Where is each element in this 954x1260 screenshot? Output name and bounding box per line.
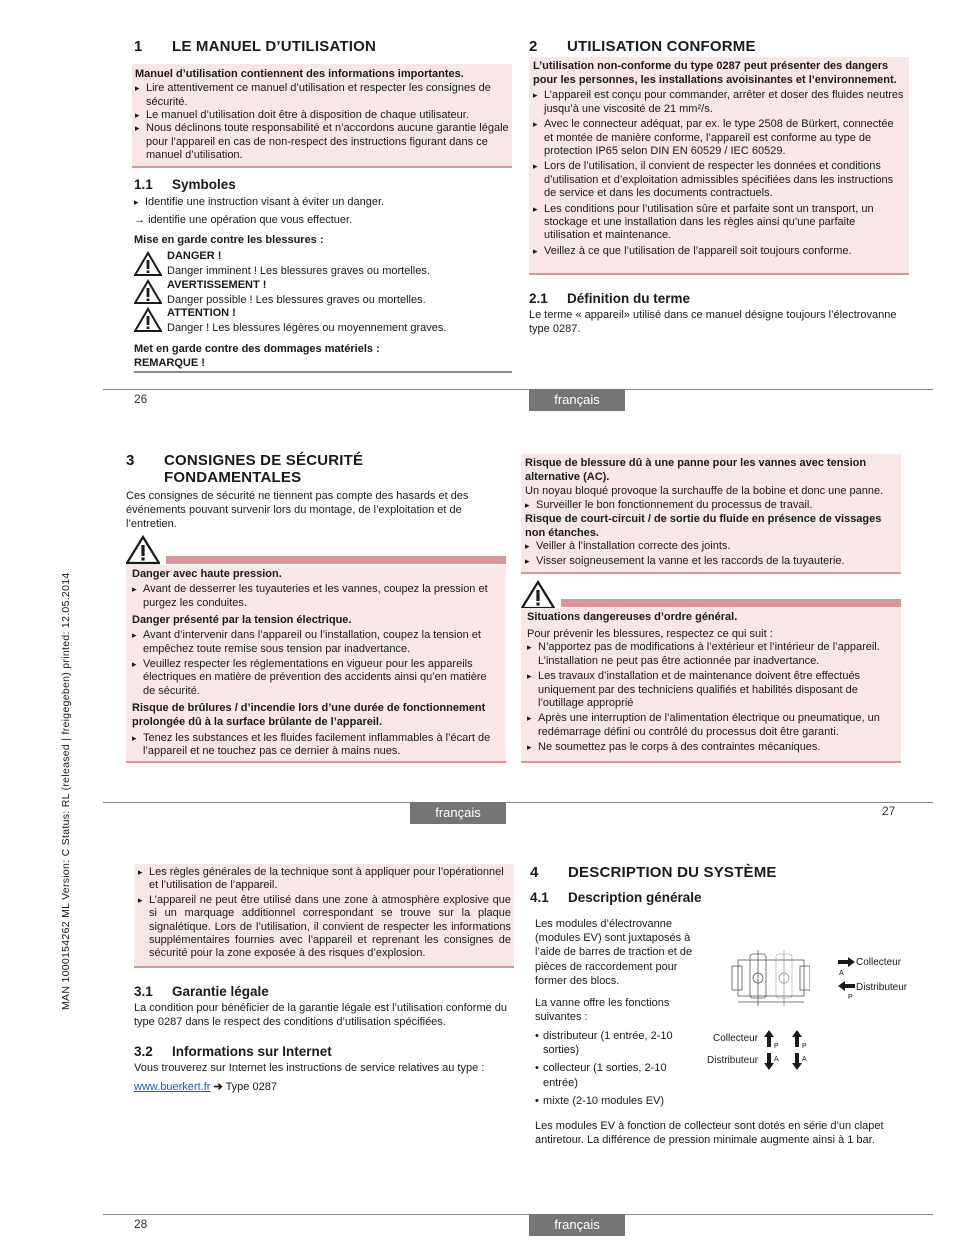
list-item: ▸ Le manuel d’utilisation doit être à disposition de chaque utilisateur. <box>135 109 509 122</box>
section-number: 3.1 <box>134 984 153 999</box>
list-item: ▸ N’apportez pas de modifications à l’extérieur et l’intérieur de l’appareil. L’installation ne peut pas être actionnée par inadvertance. <box>527 641 896 668</box>
section-number: 2 <box>529 38 538 55</box>
section-number: 3.2 <box>134 1044 153 1059</box>
box-heading: Manuel d’utilisation contiennent des informations importantes. <box>135 68 464 80</box>
warning-triangle-icon <box>134 307 162 333</box>
functions-list <box>535 1029 695 1112</box>
port-p-label: P <box>848 994 853 1001</box>
section-3-1-heading <box>134 984 269 1000</box>
collector-legend-label: Collecteur <box>713 1033 759 1044</box>
description-paragraph: Les modules d’électrovanne (modules EV) sont juxtaposés à l’aide de barres de traction et de pièces de raccordement pour former des blocs. <box>535 918 693 987</box>
section-2-1-heading <box>529 291 690 307</box>
list-item: ▸ Les travaux d’installation et de maintenance doivent être effectués uniquement par des techniciens qualifiés et habilités disposant de l’outillage approprié <box>527 670 896 710</box>
distributor-legend-label: Distributeur <box>707 1055 759 1066</box>
arrow-down-icon <box>792 1053 802 1071</box>
list-item: ▸ Les règles générales de la technique sont à appliquer pour l’opérationnel et l’utilisation de l’appareil. <box>138 866 511 893</box>
list-item: ▸ Veillez à ce que l’utilisation de l’appareil soit toujours conforme. <box>533 245 904 258</box>
list-item: ▸ Nous déclinons toute responsabilité et n’accordons aucune garantie légale pour l’appareil en cas de non-respect des instructions figurant dans ce manuel d’utilisation. <box>135 122 509 162</box>
hazard-heading: Risque de blessure dû à une panne pour les vannes avec tension alternative (AC). <box>525 457 867 484</box>
bullet-list <box>132 629 501 698</box>
internet-text: Vous trouverez sur Internet les instructions de service relatives au type : <box>134 1062 485 1074</box>
list-item: ▸ Les conditions pour l’utilisation sûre et parfaite sont un transport, un stockage et une installation dans les règles ainsi qu’une parfaite utilisation et maintenance. <box>533 203 904 243</box>
list-item: ▸ Visser soigneusement la vanne et les raccords de la tuyauterie. <box>525 555 896 568</box>
arrow-right-icon <box>838 957 856 967</box>
warning-triangle-icon <box>126 535 160 565</box>
bullet-list <box>138 866 511 961</box>
port-p-label: P <box>774 1043 779 1050</box>
list-item: ▸ Avant d’intervenir dans l’appareil ou l’installation, coupez la tension et empêchez toute remise sous tension par inadvertance. <box>132 629 501 656</box>
page-divider <box>103 389 933 390</box>
document-status-text: MAN 1000154262 ML Version: C Status: RL (released | freigegeben) printed: 12.05.2014 <box>60 572 72 1010</box>
section-number: 4.1 <box>530 890 549 905</box>
section-number: 1.1 <box>134 177 153 192</box>
safety-box-right-2 <box>521 608 901 763</box>
list-item: ▸ Après une interruption de l’alimentation électrique ou pneumatique, un redémarrage défini ou contrôlé du processus doit être garanti. <box>527 712 896 739</box>
injury-warning-label: Mise en garde contre les blessures : <box>134 234 324 246</box>
section-title: Symboles <box>172 177 236 192</box>
box-heading: L’utilisation non-conforme du type 0287 peut présenter des dangers pour les personnes, les installations avoisinantes et l’environnement. <box>533 60 897 87</box>
section-number: 4 <box>530 864 539 881</box>
list-item: • collecteur (1 sorties, 2-10 entrée) <box>535 1061 695 1089</box>
list-item: ▸ L’appareil est conçu pour commander, arrêter et doser des fluides neutres jusqu’à une viscosité de 21 mm²/s. <box>533 89 904 116</box>
language-tab: français <box>529 1214 625 1236</box>
section-title-line2: FONDAMENTALES <box>164 469 302 486</box>
section-2-heading <box>529 38 756 55</box>
bullet-list <box>533 89 904 258</box>
section-title: Définition du terme <box>567 291 691 306</box>
hazard-text: Un noyau bloqué provoque la surchauffe de la bobine et donc une panne. <box>525 485 884 498</box>
list-item: ▸ Ne soumettez pas le corps à des contraintes mécaniques. <box>527 741 896 754</box>
port-a-label: A <box>839 970 844 977</box>
arrow-right-icon: ➔ <box>213 1081 223 1093</box>
section-title: Garantie légale <box>172 984 269 999</box>
section-title: Informations sur Internet <box>172 1044 332 1059</box>
arrow-down-icon <box>764 1053 774 1071</box>
page-divider <box>103 1214 933 1215</box>
safety-box-right-1 <box>521 454 901 574</box>
type-label: Type 0287 <box>225 1081 277 1093</box>
section-title: LE MANUEL D’UTILISATION <box>172 38 377 55</box>
bullet-list <box>525 540 896 568</box>
danger-title: DANGER ! <box>167 250 222 262</box>
distributor-label: Distributeur <box>856 982 908 993</box>
warning-triangle-icon <box>521 580 555 610</box>
list-item: • mixte (2-10 modules EV) <box>535 1094 695 1108</box>
list-item: ▸ L’appareil ne peut être utilisé dans une zone à atmosphère explosive que si un marquage additionnel correspondant se trouve sur la plaque signalétique. Lors de l’utilisation, il convient de respecter les informations supplémentaires fournies avec l’appareil et reprenant les consignes de sécurité pour la zone exposée à des risques d’explosion. <box>138 894 511 961</box>
list-item: ▸ Veuillez respecter les réglementations en vigueur pour les appareils électriques en matière de prévention des accidents ainsi qu’en matière de sécurité. <box>132 658 501 698</box>
port-a-label: A <box>802 1056 807 1063</box>
arrow-up-icon <box>792 1030 802 1048</box>
section-4-1-heading <box>530 890 702 906</box>
warning-triangle-icon <box>134 279 162 305</box>
list-item: ▸ Lire attentivement ce manuel d’utilisation et respecter les consignes de sécurité. <box>135 82 509 109</box>
section-3-heading <box>126 452 363 486</box>
arrow-up-icon <box>764 1030 774 1048</box>
section-title: UTILISATION CONFORME <box>567 38 756 55</box>
section-number: 3 <box>126 452 135 469</box>
section-number: 2.1 <box>529 291 548 306</box>
section-title: Description générale <box>568 890 702 905</box>
website-link[interactable]: www.buerkert.fr <box>134 1081 211 1093</box>
section-1-1-heading <box>134 177 236 193</box>
caution-description: Danger ! Les blessures légères ou moyennement graves. <box>167 322 447 334</box>
list-item: ▸ Identifie une instruction visant à éviter un danger. <box>134 196 514 209</box>
section-4-heading <box>530 864 777 881</box>
conformity-box <box>529 57 909 275</box>
list-item: ▸ Veiller à l’installation correcte des joints. <box>525 540 896 553</box>
bullet-list <box>132 732 501 759</box>
collector-label: Collecteur <box>856 957 902 968</box>
arrow-left-icon <box>838 981 856 991</box>
operation-text: identifie une opération que vous effectuer. <box>148 214 353 226</box>
language-tab: français <box>529 389 625 411</box>
bullet-list <box>525 499 896 512</box>
section-number: 1 <box>134 38 143 55</box>
warranty-text: La condition pour bénéficier de la garantie légale est l’utilisation conforme du type 0287 dans le respect des conditions d’utilisation spécifiées. <box>134 1002 508 1029</box>
symbol-list <box>134 196 514 209</box>
section-title: CONSIGNES DE SÉCURITÉ <box>164 452 364 469</box>
bullet-list <box>527 641 896 754</box>
page-number: 28 <box>134 1217 148 1231</box>
list-item: ▸ Lors de l’utilisation, il convient de respecter les données et conditions d’utilisation et d’exploitation admissibles spécifiées dans les instructions de service et dans les documents contractuels. <box>533 160 904 200</box>
caution-title: ATTENTION ! <box>167 307 236 319</box>
material-damage-label: Met en garde contre des dommages matériels : <box>134 343 380 355</box>
section-title: DESCRIPTION DU SYSTÈME <box>568 864 777 881</box>
bullet-list <box>132 583 501 610</box>
valve-block-drawing <box>730 950 810 1008</box>
bullet-list <box>135 82 509 162</box>
hazard-heading: Danger avec haute pression. <box>132 568 282 580</box>
hazard-heading: Risque de court-circuit / de sortie du fluide en présence de vissages non étanches. <box>525 513 882 540</box>
danger-description: Danger imminent ! Les blessures graves ou mortelles. <box>167 265 430 277</box>
section-3-2-heading <box>134 1044 332 1060</box>
page-number: 26 <box>134 392 148 406</box>
hazard-heading: Risque de brûlures / d’incendie lors d’une durée de fonctionnement prolongée dû à la surface brûlante de l’appareil. <box>132 702 486 729</box>
warning-description: Danger possible ! Les blessures graves ou mortelles. <box>167 294 426 306</box>
list-item: ▸ Tenez les substances et les fluides facilement inflammables à l’écart de l’appareil et ne touchez pas ce dernier à mains nues. <box>132 732 501 759</box>
warning-header-bar <box>166 556 506 564</box>
important-info-box <box>132 64 512 168</box>
port-p-label: P <box>802 1043 807 1050</box>
safety-box-left <box>126 565 506 763</box>
hazard-text: Pour prévenir les blessures, respectez ce qui suit : <box>527 628 773 641</box>
list-item: • distributeur (1 entrée, 2-10 sorties) <box>535 1029 695 1057</box>
warning-triangle-icon <box>134 251 162 277</box>
section-intro: Ces consignes de sécurité ne tiennent pas compte des hasards et des événements pouvant survenir lors du montage, de l’exploitation et de l’entretien. <box>126 490 469 531</box>
operation-line <box>134 213 352 227</box>
list-item: ▸ Avant de desserrer les tuyauteries et les vannes, coupez la pression et purgez les conduites. <box>132 583 501 610</box>
list-item: ▸ Surveiller le bon fonctionnement du processus de travail. <box>525 499 896 512</box>
section-1-heading <box>134 38 376 55</box>
check-valve-paragraph: Les modules EV à fonction de collecteur sont dotés en série d’un clapet antiretour. La différence de pression minimale augmente ainsi à 1 bar. <box>535 1120 884 1147</box>
definition-text: Le terme « appareil» utilisé dans ce manuel désigne toujours l’électrovanne type 0287. <box>529 309 897 336</box>
hazard-heading: Situations dangereuses d’ordre général. <box>527 611 738 623</box>
functions-intro: La vanne offre les fonctions suivantes : <box>535 997 670 1024</box>
page-number: 27 <box>882 804 896 818</box>
list-item: ▸ Avec le connecteur adéquat, par ex. le type 2508 de Bürkert, connectée et montée de manière conforme, l’appareil est conforme au type de protection IP65 selon DIN EN 60529 / IEC 60529. <box>533 118 904 158</box>
port-a-label: A <box>774 1056 779 1063</box>
arrow-right-icon: → <box>134 214 145 226</box>
language-tab: français <box>410 802 506 824</box>
safety-box-continued <box>134 864 514 968</box>
website-line <box>134 1080 277 1094</box>
warning-header-bar <box>561 599 901 607</box>
warning-title: AVERTISSEMENT ! <box>167 279 267 291</box>
notice-label: REMARQUE ! <box>134 356 512 373</box>
hazard-heading: Danger présenté par la tension électrique. <box>132 614 352 627</box>
page-divider <box>103 802 933 803</box>
